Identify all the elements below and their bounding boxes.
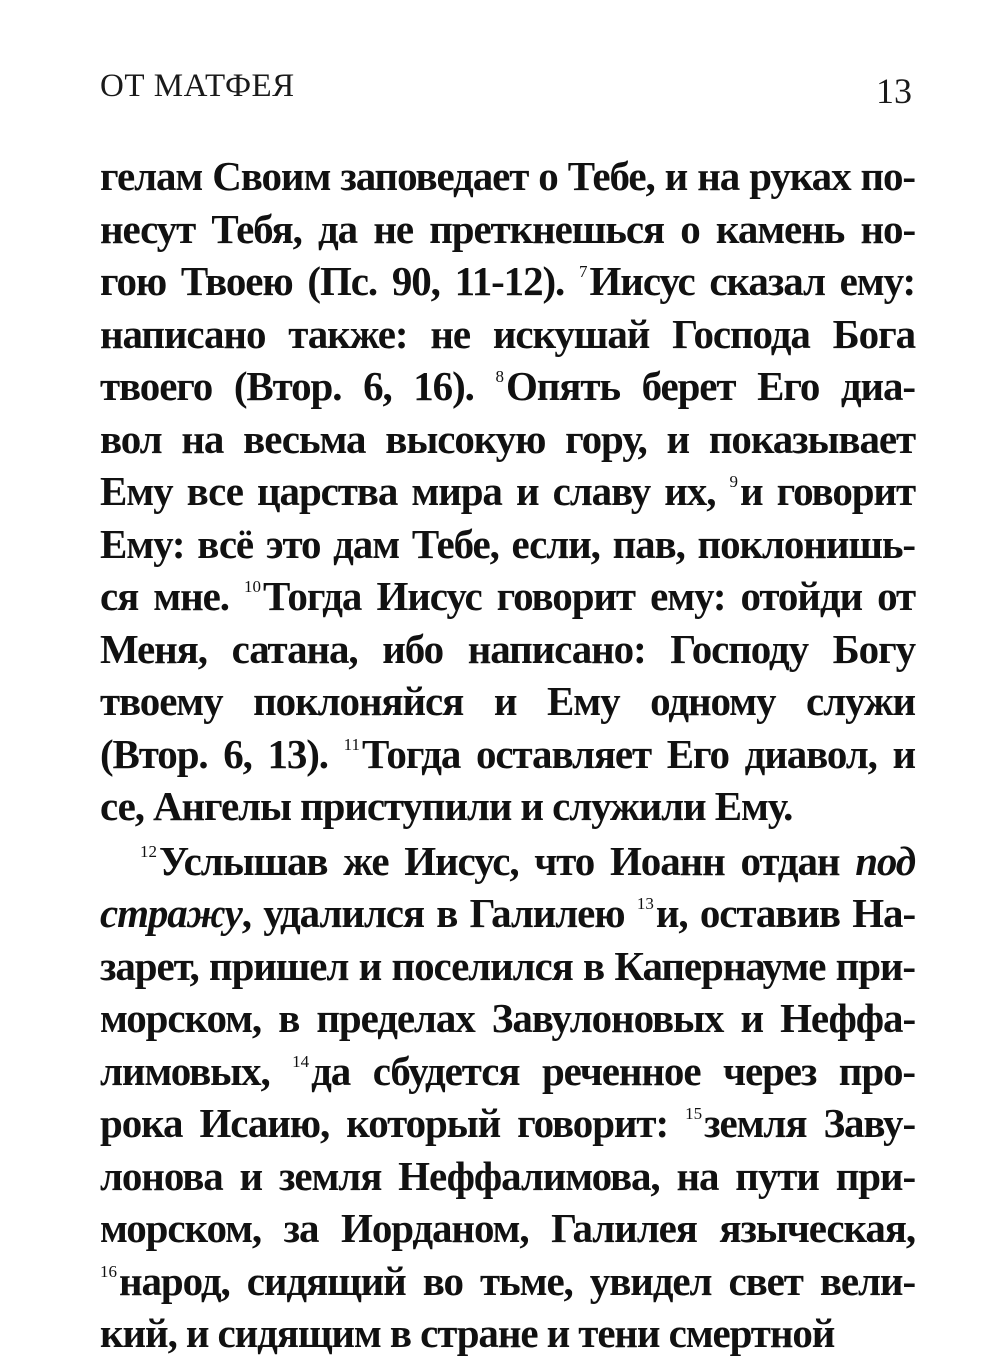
text-line <box>100 623 915 676</box>
page-number: 13 <box>876 71 912 111</box>
text-line <box>100 308 915 361</box>
text-run: твоему поклоняйся и Ему одному служи <box>100 678 915 724</box>
verse-number: 11 <box>343 734 361 754</box>
text-run: , удалился в Галилею <box>241 890 637 936</box>
text-run: ся мне. <box>100 573 245 619</box>
text-run: несут Тебя, да не преткнешься о камень но- <box>100 205 915 252</box>
text-line <box>100 465 915 518</box>
book-title: ОТ МАТФЕЯ <box>100 68 295 104</box>
verse-number: 16 <box>100 1261 117 1281</box>
text-line <box>100 1150 915 1203</box>
paragraph <box>100 150 915 833</box>
text-run: Меня, сатана, ибо написано: Господу Богу <box>100 625 915 672</box>
text-line <box>100 940 915 993</box>
text-line <box>100 835 915 888</box>
italic-text: под <box>855 837 915 884</box>
text-run: морском, за Иорданом, Галилея языческая, <box>100 1205 915 1251</box>
text-run: лимовых, <box>100 1047 293 1094</box>
italic-text: стражу <box>100 890 242 936</box>
text-run: Иисус сказал ему: <box>589 258 915 304</box>
text-line <box>100 1202 915 1255</box>
text-line <box>100 255 915 308</box>
paragraph <box>100 835 915 1360</box>
text-line <box>100 1045 915 1098</box>
verse-number: 15 <box>685 1104 703 1123</box>
text-run: народ, сидящий во тьме, увидел свет вели- <box>119 1257 915 1304</box>
text-run: Услышав же Иисус, что Иоанн отдан <box>159 837 856 884</box>
verse-number: 9 <box>729 472 738 491</box>
text-run: морском, в пределах Завулоновых и Неффа- <box>100 995 915 1041</box>
text-run: Тогда оставляет Его диавол, и <box>362 730 915 777</box>
verse-number: 14 <box>292 1051 310 1071</box>
text-run: вол на весьма высокую гору, и показывает <box>100 415 915 462</box>
text-line <box>100 675 915 728</box>
verse-number: 8 <box>495 367 504 386</box>
verse-number: 13 <box>636 894 654 913</box>
verse-number: 10 <box>244 577 262 596</box>
text-run: се, Ангелы приступили и служили Ему. <box>100 783 793 829</box>
text-run: рока Исаию, который говорит: <box>100 1100 686 1146</box>
text-line <box>100 992 915 1045</box>
text-run: гою Твоею (Пс. 90, 11-12). <box>100 258 579 304</box>
text-run: Ему: всё это дам Тебе, если, пав, поклонишь- <box>100 520 915 567</box>
text-run: Ему все царства мира и славу их, <box>100 468 730 514</box>
text-line <box>100 150 915 203</box>
running-header <box>100 68 912 118</box>
text-run: земля Заву- <box>704 1100 915 1146</box>
text-run: написано также: не искушай Господа Бога <box>100 310 915 357</box>
text-line <box>100 360 915 413</box>
text-line <box>100 1307 915 1360</box>
text-run: (Втор. 6, 13). <box>100 730 344 777</box>
text-line <box>100 413 915 466</box>
text-run: и, оставив На- <box>655 890 915 936</box>
text-line <box>100 1097 915 1150</box>
text-run: и говорит <box>740 468 915 514</box>
text-line <box>100 570 915 623</box>
text-line <box>100 728 915 781</box>
text-line <box>100 518 915 571</box>
text-run: Тогда Иисус говорит ему: отойди от <box>263 573 916 619</box>
text-run: кий, и сидящим в стране и тени смертной <box>100 1310 835 1356</box>
verse-number: 12 <box>140 841 157 861</box>
text-run: лонова и земля Неффалимова, на пути при- <box>100 1152 915 1199</box>
text-run: гелам Своим заповедает о Тебе, и на руках по- <box>100 153 915 199</box>
verse-number: 7 <box>579 262 588 281</box>
text-run: да сбудется реченное через про- <box>311 1047 915 1094</box>
text-line <box>100 1255 915 1308</box>
text-line <box>100 780 915 833</box>
text-line <box>100 887 915 940</box>
text-line <box>100 203 915 256</box>
text-run: зарет, пришел и поселился в Капернауме при- <box>100 942 915 989</box>
scripture-text <box>100 150 915 1360</box>
text-run: Опять берет Его диа- <box>505 363 915 409</box>
text-run: твоего (Втор. 6, 16). <box>100 363 496 409</box>
